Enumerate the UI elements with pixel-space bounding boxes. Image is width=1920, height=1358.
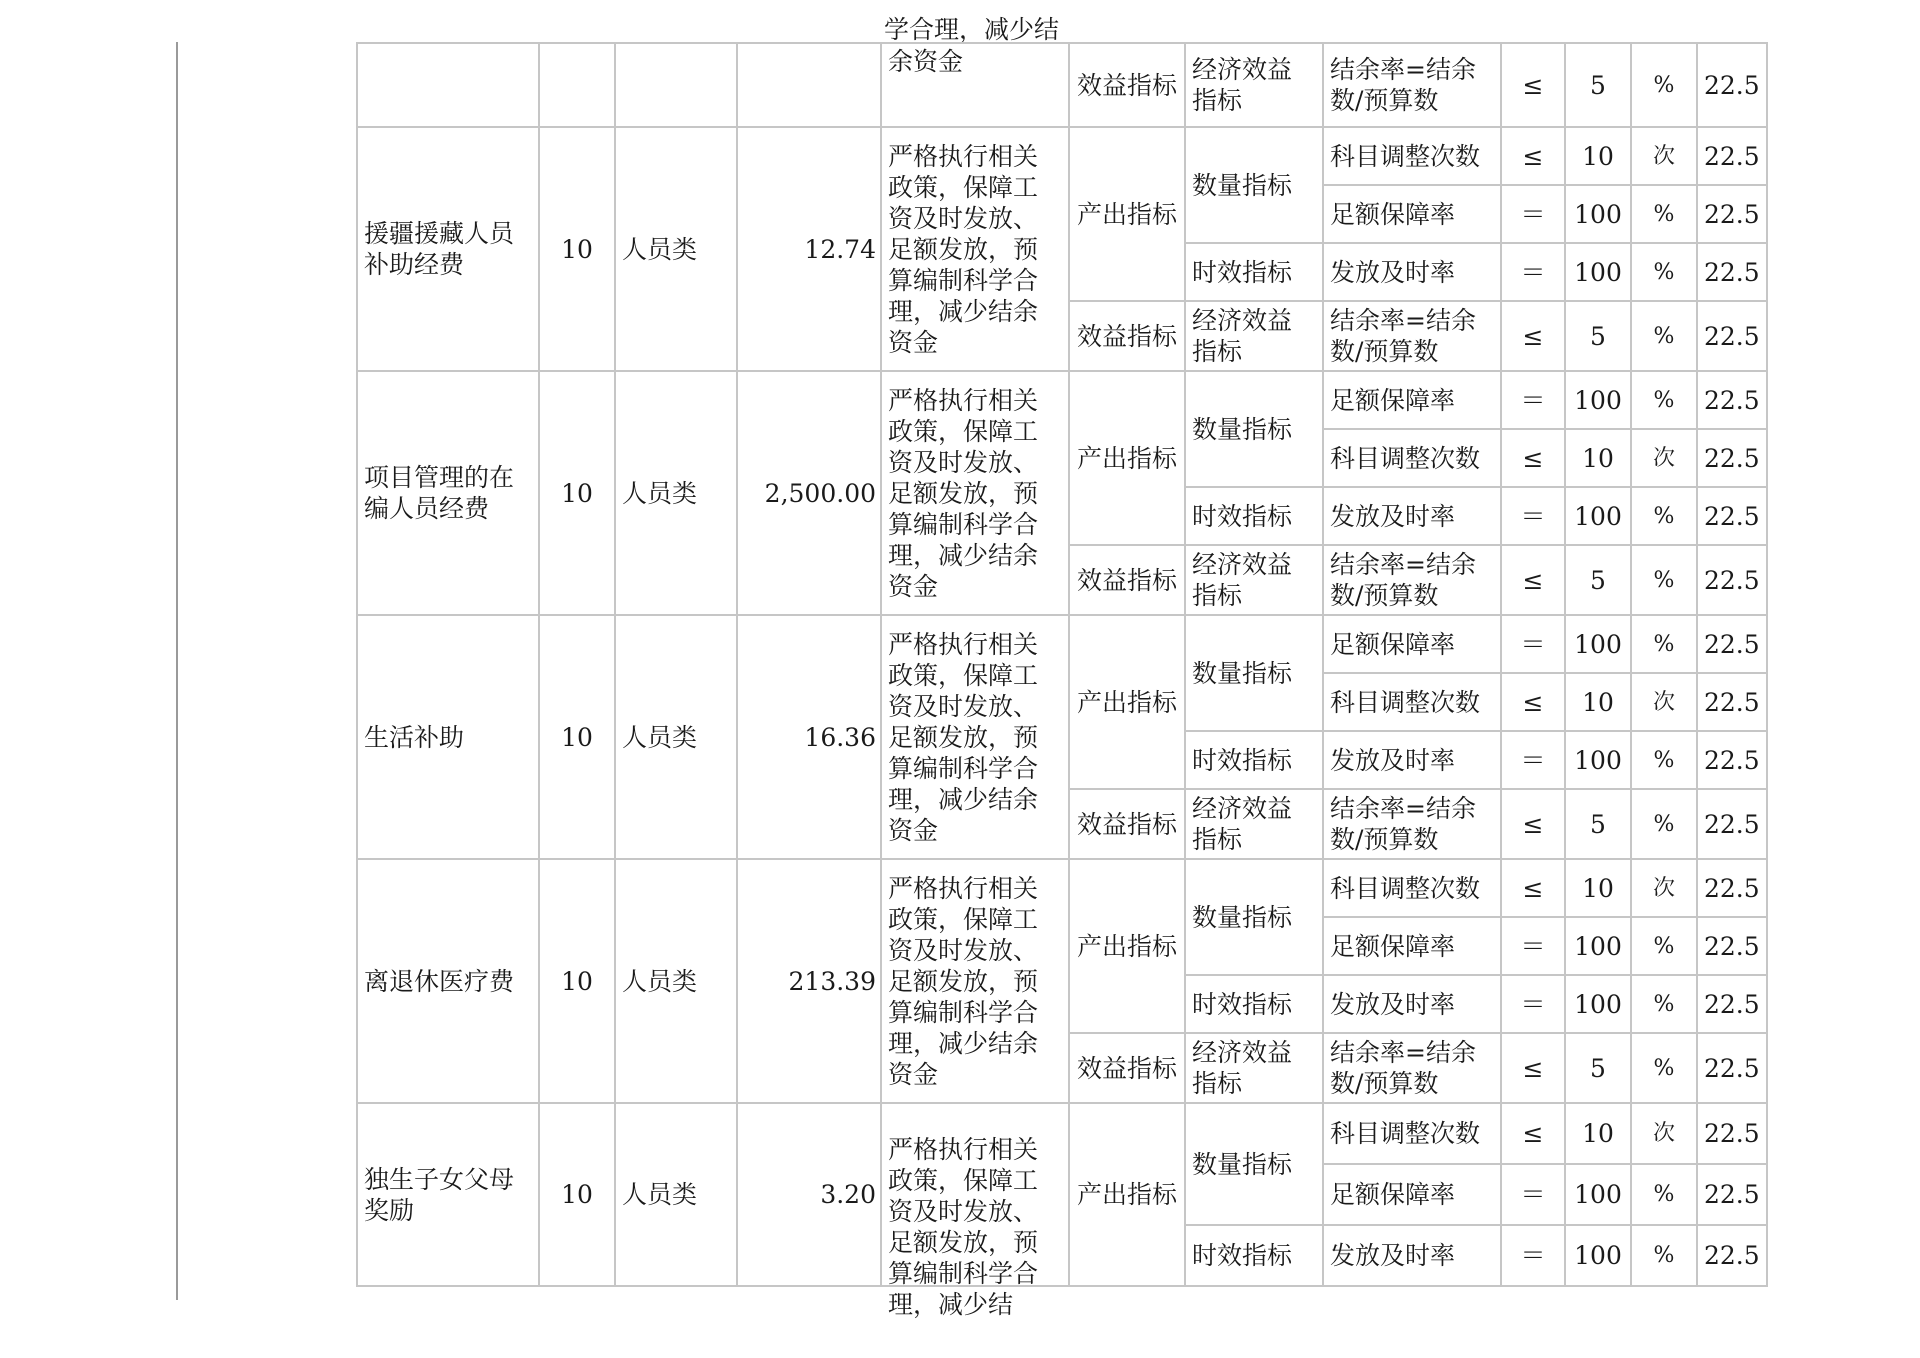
amount-cell: 213.39 (737, 859, 881, 1103)
type-cell: 人员类 (615, 859, 737, 1103)
category-cell: 效益指标 (1069, 43, 1185, 127)
quantity-subcategory-cell: 数量指标 (1185, 859, 1323, 975)
weight-cell: 22.5 (1697, 301, 1767, 371)
value-cell: 5 (1565, 1033, 1631, 1103)
value-cell: 100 (1565, 975, 1631, 1033)
amount-cell: 12.74 (737, 127, 881, 371)
unit-cell: % (1631, 545, 1697, 615)
purpose-cell: 严格执行相关政策，保障工资及时发放、足额发放，预算编制科学合理，减少结余资金 (881, 371, 1069, 615)
indicator-cell: 发放及时率 (1323, 731, 1501, 789)
project-name-cell: 援疆援藏人员补助经费 (357, 127, 539, 371)
table-row (357, 43, 1767, 127)
operator-cell: ≤ (1501, 429, 1565, 487)
purpose-cell (881, 43, 1069, 127)
operator-cell: ＝ (1501, 731, 1565, 789)
value-cell: 10 (1565, 1103, 1631, 1164)
weight-cell: 22.5 (1697, 1225, 1767, 1286)
type-cell: 人员类 (615, 127, 737, 371)
indicator-cell: 发放及时率 (1323, 975, 1501, 1033)
timeliness-subcategory-cell: 时效指标 (1185, 487, 1323, 545)
left-border-line (176, 42, 178, 1300)
table-row (357, 371, 1767, 429)
purpose-text: 严格执行相关政策，保障工资及时发放、足额发放，预算编制科学合理，减少结 (888, 1135, 1039, 1319)
weight-cell: 22.5 (1697, 731, 1767, 789)
benefit-subcategory-cell: 经济效益指标 (1185, 789, 1323, 859)
operator-cell: ≤ (1501, 301, 1565, 371)
value-cell: 10 (1565, 859, 1631, 917)
timeliness-subcategory-cell: 时效指标 (1185, 731, 1323, 789)
value-cell: 100 (1565, 917, 1631, 975)
indicator-cell: 科目调整次数 (1323, 859, 1501, 917)
period-cell: 10 (539, 859, 615, 1103)
indicator-cell: 科目调整次数 (1323, 1103, 1501, 1164)
value-cell: 100 (1565, 185, 1631, 243)
indicator-cell: 结余率=结余数/预算数 (1323, 301, 1501, 371)
amount-cell: 16.36 (737, 615, 881, 859)
performance-indicator-table (356, 42, 1768, 1319)
weight-cell: 22.5 (1697, 615, 1767, 673)
weight-cell: 22.5 (1697, 43, 1767, 127)
output-category-cell: 产出指标 (1069, 127, 1185, 301)
indicator-cell: 发放及时率 (1323, 487, 1501, 545)
value-cell: 100 (1565, 731, 1631, 789)
weight-cell: 22.5 (1697, 487, 1767, 545)
period-cell: 10 (539, 615, 615, 859)
operator-cell: ≤ (1501, 1103, 1565, 1164)
purpose-cell: 严格执行相关政策，保障工资及时发放、足额发放，预算编制科学合理，减少结余资金 (881, 615, 1069, 859)
indicator-cell: 结余率=结余数/预算数 (1323, 789, 1501, 859)
benefit-category-cell: 效益指标 (1069, 545, 1185, 615)
operator-cell: ＝ (1501, 487, 1565, 545)
weight-cell: 22.5 (1697, 1103, 1767, 1164)
timeliness-subcategory-cell: 时效指标 (1185, 243, 1323, 301)
weight-cell: 22.5 (1697, 371, 1767, 429)
table-row (357, 859, 1767, 917)
weight-cell: 22.5 (1697, 673, 1767, 731)
indicator-cell: 足额保障率 (1323, 615, 1501, 673)
value-cell: 5 (1565, 789, 1631, 859)
operator-cell: ＝ (1501, 615, 1565, 673)
unit-cell: % (1631, 301, 1697, 371)
output-category-cell: 产出指标 (1069, 1103, 1185, 1286)
operator-cell: ≤ (1501, 545, 1565, 615)
period-cell: 10 (539, 1103, 615, 1286)
table-row (357, 127, 1767, 185)
project-name-cell: 生活补助 (357, 615, 539, 859)
value-cell: 5 (1565, 301, 1631, 371)
unit-cell: % (1631, 975, 1697, 1033)
unit-cell: % (1631, 731, 1697, 789)
purpose-cutoff-fragment: 学合理，减少结 (884, 15, 1060, 44)
output-category-cell: 产出指标 (1069, 615, 1185, 789)
period-cell: 10 (539, 371, 615, 615)
operator-cell: ≤ (1501, 1033, 1565, 1103)
indicator-cell: 结余率=结余数/预算数 (1323, 43, 1501, 127)
benefit-subcategory-cell: 经济效益指标 (1185, 1033, 1323, 1103)
indicator-cell: 足额保障率 (1323, 1164, 1501, 1225)
unit-cell: % (1631, 243, 1697, 301)
operator-cell: ＝ (1501, 243, 1565, 301)
project-name-cell: 离退休医疗费 (357, 859, 539, 1103)
weight-cell: 22.5 (1697, 545, 1767, 615)
value-cell: 100 (1565, 487, 1631, 545)
period-cell: 10 (539, 127, 615, 371)
quantity-subcategory-cell: 数量指标 (1185, 127, 1323, 243)
unit-cell: % (1631, 371, 1697, 429)
weight-cell: 22.5 (1697, 243, 1767, 301)
operator-cell: ＝ (1501, 371, 1565, 429)
purpose-cell (881, 1103, 1069, 1319)
value-cell: 100 (1565, 243, 1631, 301)
type-cell (615, 43, 737, 127)
timeliness-subcategory-cell: 时效指标 (1185, 1225, 1323, 1286)
project-name-cell (357, 43, 539, 127)
period-cell (539, 43, 615, 127)
operator-cell: ≤ (1501, 789, 1565, 859)
value-cell: 10 (1565, 127, 1631, 185)
weight-cell: 22.5 (1697, 429, 1767, 487)
unit-cell: 次 (1631, 1103, 1697, 1164)
indicator-cell: 足额保障率 (1323, 371, 1501, 429)
subcategory-cell: 经济效益指标 (1185, 43, 1323, 127)
benefit-subcategory-cell: 经济效益指标 (1185, 301, 1323, 371)
indicator-cell: 结余率=结余数/预算数 (1323, 1033, 1501, 1103)
indicator-cell: 发放及时率 (1323, 243, 1501, 301)
operator-cell: ＝ (1501, 1164, 1565, 1225)
weight-cell: 22.5 (1697, 127, 1767, 185)
type-cell: 人员类 (615, 615, 737, 859)
weight-cell: 22.5 (1697, 917, 1767, 975)
operator-cell: ＝ (1501, 975, 1565, 1033)
indicator-cell: 科目调整次数 (1323, 429, 1501, 487)
project-name-cell: 项目管理的在编人员经费 (357, 371, 539, 615)
operator-cell: ≤ (1501, 127, 1565, 185)
purpose-text: 余资金 (888, 47, 964, 76)
purpose-cell: 严格执行相关政策，保障工资及时发放、足额发放，预算编制科学合理，减少结余资金 (881, 859, 1069, 1103)
unit-cell: 次 (1631, 429, 1697, 487)
operator-cell: ≤ (1501, 859, 1565, 917)
weight-cell: 22.5 (1697, 1164, 1767, 1225)
value-cell: 10 (1565, 673, 1631, 731)
unit-cell: % (1631, 185, 1697, 243)
indicator-cell: 足额保障率 (1323, 917, 1501, 975)
indicator-cell: 科目调整次数 (1323, 127, 1501, 185)
indicator-cell: 足额保障率 (1323, 185, 1501, 243)
value-cell: 5 (1565, 43, 1631, 127)
unit-cell: % (1631, 487, 1697, 545)
quantity-subcategory-cell: 数量指标 (1185, 371, 1323, 487)
output-category-cell: 产出指标 (1069, 859, 1185, 1033)
unit-cell: % (1631, 1164, 1697, 1225)
value-cell: 100 (1565, 615, 1631, 673)
type-cell: 人员类 (615, 371, 737, 615)
timeliness-subcategory-cell: 时效指标 (1185, 975, 1323, 1033)
benefit-subcategory-cell: 经济效益指标 (1185, 545, 1323, 615)
unit-cell: % (1631, 917, 1697, 975)
unit-cell: % (1631, 1033, 1697, 1103)
unit-cell: % (1631, 1225, 1697, 1286)
unit-cell: % (1631, 789, 1697, 859)
operator-cell: ＝ (1501, 917, 1565, 975)
benefit-category-cell: 效益指标 (1069, 789, 1185, 859)
purpose-cell: 严格执行相关政策，保障工资及时发放、足额发放，预算编制科学合理，减少结余资金 (881, 127, 1069, 371)
type-cell: 人员类 (615, 1103, 737, 1286)
indicator-cell: 发放及时率 (1323, 1225, 1501, 1286)
unit-cell: % (1631, 43, 1697, 127)
value-cell: 5 (1565, 545, 1631, 615)
weight-cell: 22.5 (1697, 789, 1767, 859)
value-cell: 100 (1565, 371, 1631, 429)
weight-cell: 22.5 (1697, 975, 1767, 1033)
project-name-cell: 独生子女父母奖励 (357, 1103, 539, 1286)
unit-cell: 次 (1631, 859, 1697, 917)
amount-cell: 3.20 (737, 1103, 881, 1286)
output-category-cell: 产出指标 (1069, 371, 1185, 545)
indicator-cell: 科目调整次数 (1323, 673, 1501, 731)
unit-cell: 次 (1631, 673, 1697, 731)
quantity-subcategory-cell: 数量指标 (1185, 615, 1323, 731)
value-cell: 100 (1565, 1225, 1631, 1286)
weight-cell: 22.5 (1697, 185, 1767, 243)
amount-cell (737, 43, 881, 127)
unit-cell: % (1631, 615, 1697, 673)
table-row (357, 1103, 1767, 1164)
weight-cell: 22.5 (1697, 1033, 1767, 1103)
table-row (357, 615, 1767, 673)
operator-cell: ≤ (1501, 43, 1565, 127)
indicator-cell: 结余率=结余数/预算数 (1323, 545, 1501, 615)
benefit-category-cell: 效益指标 (1069, 301, 1185, 371)
weight-cell: 22.5 (1697, 859, 1767, 917)
value-cell: 100 (1565, 1164, 1631, 1225)
operator-cell: ≤ (1501, 673, 1565, 731)
amount-cell: 2,500.00 (737, 371, 881, 615)
unit-cell: 次 (1631, 127, 1697, 185)
operator-cell: ＝ (1501, 1225, 1565, 1286)
value-cell: 10 (1565, 429, 1631, 487)
operator-cell: ＝ (1501, 185, 1565, 243)
benefit-category-cell: 效益指标 (1069, 1033, 1185, 1103)
quantity-subcategory-cell: 数量指标 (1185, 1103, 1323, 1225)
